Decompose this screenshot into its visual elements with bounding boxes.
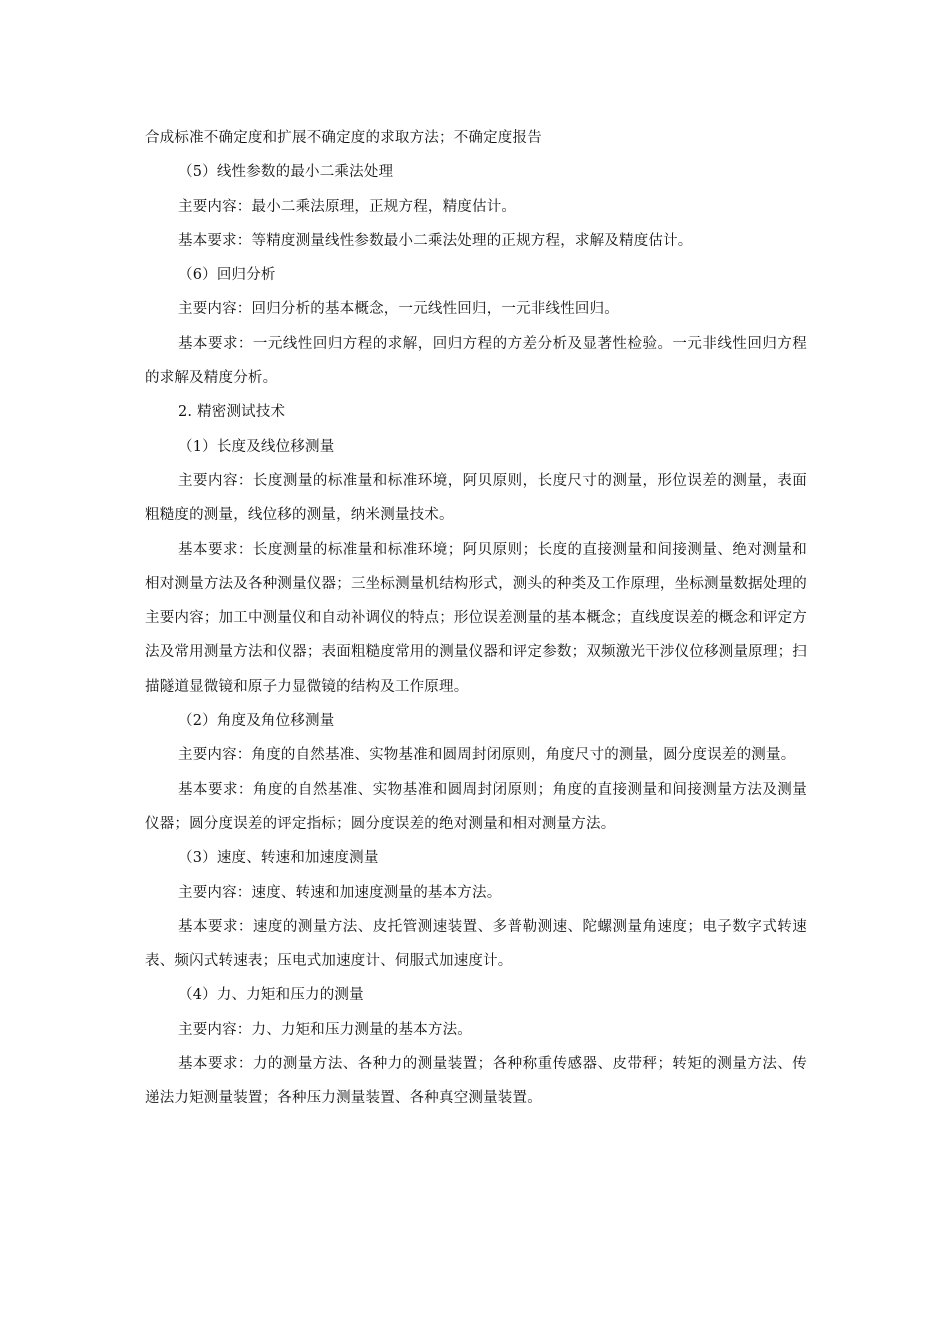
- basic-requirements-paragraph: 基本要求：长度测量的标准量和标准环境；阿贝原则；长度的直接测量和间接测量、绝对测量和相对测量方法及各种测量仪器；三坐标测量机结构形式，测头的种类及工作原理，坐标测量数据处理的主要内容；加工中测量仪和自动补调仪的特点；形位误差测量的基本概念；直线度误差的概念和评定方法及常用测量方法和仪器；表面粗糙度常用的测量仪器和评定参数；双频激光干涉仪位移测量原理；扫描隧道显微镜和原子力显微镜的结构及工作原理。: [145, 541, 807, 695]
- section-heading-speed-measurement: （3）速度、转速和加速度测量: [178, 850, 379, 867]
- continuation-paragraph: 合成标准不确定度和扩展不确定度的求取方法；不确定度报告: [145, 130, 542, 146]
- basic-requirements-paragraph: 基本要求：力的测量方法、各种力的测量装置；各种称重传感器、皮带秤；转矩的测量方法、传递法力矩测量装置；各种压力测量装置、各种真空测量装置。: [145, 1056, 807, 1107]
- section-heading-least-squares: （5）线性参数的最小二乘法处理: [178, 164, 394, 181]
- main-content-paragraph: 主要内容：长度测量的标准量和标准环境，阿贝原则，长度尺寸的测量，形位误差的测量，表面粗糙度的测量，线位移的测量，纳米测量技术。: [145, 472, 807, 524]
- section-heading-angle-measurement: （2）角度及角位移测量: [178, 713, 335, 730]
- main-content-paragraph: 主要内容：角度的自然基准、实物基准和圆周封闭原则，角度尺寸的测量，圆分度误差的测量。: [178, 747, 796, 764]
- basic-requirements-paragraph: 基本要求：角度的自然基准、实物基准和圆周封闭原则；角度的直接测量和间接测量方法及测量仪器；圆分度误差的评定指标；圆分度误差的绝对测量和相对测量方法。: [145, 781, 807, 832]
- main-content-paragraph: 主要内容：回归分析的基本概念，一元线性回归，一元非线性回归。: [178, 301, 619, 318]
- basic-requirements-paragraph: 基本要求：一元线性回归方程的求解，回归方程的方差分析及显著性检验。一元非线性回归方程的求解及精度分析。: [145, 335, 807, 387]
- main-content-paragraph: 主要内容：速度、转速和加速度测量的基本方法。: [178, 884, 502, 901]
- document-page: [145, 121, 807, 1116]
- main-content-paragraph: 主要内容：力、力矩和压力测量的基本方法。: [178, 1021, 472, 1038]
- basic-requirements-paragraph: 基本要求：等精度测量线性参数最小二乘法处理的正规方程，求解及精度估计。: [178, 232, 693, 249]
- section-heading-regression: （6）回归分析: [178, 267, 276, 284]
- main-content-paragraph: 主要内容：最小二乘法原理，正规方程，精度估计。: [178, 198, 517, 215]
- chapter-heading-precision-testing: 2. 精密测试技术: [178, 404, 286, 421]
- basic-requirements-paragraph: 基本要求：速度的测量方法、皮托管测速装置、多普勒测速、陀螺测量角速度；电子数字式转速表、频闪式转速表；压电式加速度计、伺服式加速度计。: [145, 918, 807, 970]
- section-heading-length-measurement: （1）长度及线位移测量: [178, 438, 335, 455]
- section-heading-force-measurement: （4）力、力矩和压力的测量: [178, 987, 364, 1004]
